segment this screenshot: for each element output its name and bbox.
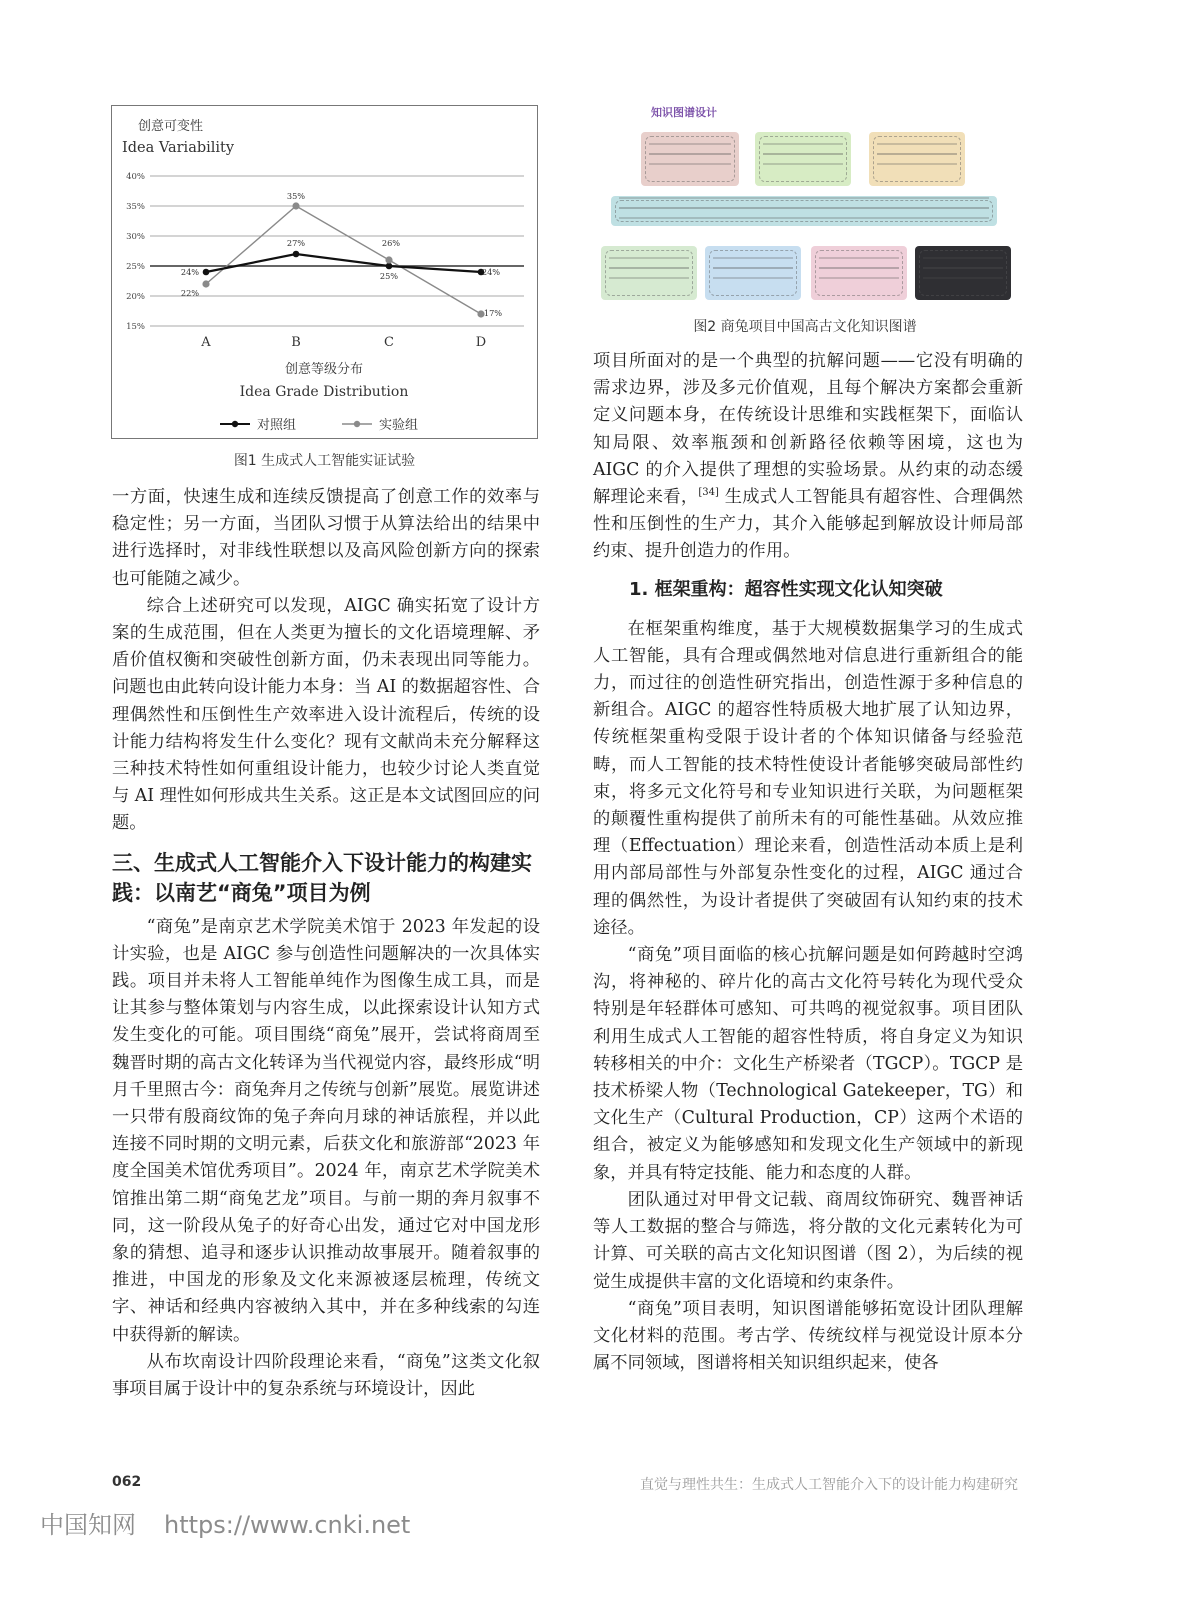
- chart-title-cn: 创意可变性: [138, 119, 204, 134]
- legend-marker: [354, 421, 360, 427]
- data-point: [203, 269, 210, 276]
- x-tick-label: C: [384, 335, 394, 350]
- x-tick-label: A: [201, 335, 211, 350]
- data-label: 27%: [286, 238, 306, 248]
- chart-legend: [220, 417, 418, 433]
- y-tick-label: 25%: [126, 262, 145, 272]
- knowledge-graph-panel: [705, 246, 801, 300]
- knowledge-graph-panel: [811, 246, 907, 300]
- data-label: 24%: [180, 267, 200, 277]
- figure-2-caption: 图2 商兔项目中国高古文化知识图谱: [693, 319, 917, 335]
- data-point: [386, 263, 393, 270]
- section-heading: 三、生成式人工智能介入下设计能力的构建实践：以南艺“商兔”项目为例: [112, 850, 532, 905]
- chart-grid: [150, 176, 524, 326]
- paragraph-text: 项目所面对的是一个典型的抗解问题——它没有明确的需求边界，涉及多元价值观，且每个解决方案都会重新定义问题本身，在传统设计思维和实践框架下，面临认知局限、效率瓶颈和创新路径依赖等困境，这也为 AIGC 的介入提供了理想的实验场景。从约束的动态缓解理论来看，: [593, 351, 1023, 508]
- data-point: [385, 256, 392, 263]
- data-label: 22%: [180, 288, 200, 298]
- knowledge-graph-panel: [869, 132, 965, 186]
- watermark: [40, 1505, 438, 1540]
- right-column: [593, 348, 1023, 1377]
- legend-label: 实验组: [379, 418, 419, 433]
- page-number: 062: [112, 1474, 142, 1490]
- paragraph: 从布坎南设计四阶段理论来看，“商兔”这类文化叙事项目属于设计中的复杂系统与环境设计，因此: [112, 1351, 540, 1400]
- data-point: [292, 202, 299, 209]
- paragraph: “商兔”项目表明，知识图谱能够拓宽设计团队理解文化材料的范围。考古学、传统纹样与视觉设计原本分属不同领域，图谱将相关知识组织起来，使各: [593, 1298, 1023, 1374]
- y-tick-label: 20%: [126, 292, 145, 302]
- figure-1-caption: 图1 生成式人工智能实证试验: [233, 453, 416, 469]
- data-label: 35%: [286, 191, 306, 201]
- knowledge-graph-panel: [641, 132, 739, 186]
- x-tick-label: D: [475, 335, 487, 350]
- paragraph: [593, 348, 1023, 566]
- data-point: [293, 251, 300, 258]
- series-line: [206, 254, 481, 272]
- idea-variability-line-chart: [112, 106, 537, 438]
- watermark-brand: 中国知网: [40, 1511, 136, 1539]
- knowledge-graph-panel: [601, 246, 697, 300]
- data-label: 25%: [379, 271, 399, 281]
- paragraph: 一方面，快速生成和连续反馈提高了创意工作的效率与稳定性；另一方面，当团队习惯于从算法给出的结果中进行选择时，对非线性联想以及高风险创新方向的探索也可能随之减少。: [112, 487, 540, 589]
- paragraph: 在框架重构维度，基于大规模数据集学习的生成式人工智能，具有合理或偶然地对信息进行重新组合的能力，而过往的创造性研究指出，创造性源于多种信息的新组合。AIGC 的超容性特质极大地扩展了认知边界，传统框架重构受限于设计者的个体知识储备与经验范畴，而人工智能的技术特性使设计者能够突破局部性约束，将多元文化符号和专业知识进行关联，为问题框架的颠覆性重构提供了前所未有的可能性基础。从效应推理（Effectuation）理论来看，创造性活动本质上是利用内部局部性与外部复杂性变化的过程，AIGC 通过合理的偶然性，为设计者提供了突破固有认知约束的技术途径。: [593, 618, 1023, 938]
- paragraph-text: 生成式人工智能具有超容性、合理偶然性和压倒性的生产力，其介入能够起到解放设计师局部约束、提升创造力的作用。: [593, 487, 1023, 562]
- x-axis-label-en: Idea Grade Distribution: [239, 384, 409, 400]
- x-tick-labels: [200, 335, 486, 350]
- knowledge-graph-panel: [915, 246, 1011, 300]
- knowledge-graph-panel: [611, 196, 997, 226]
- figure-2-knowledge-graph: [597, 100, 1017, 310]
- y-tick-label: 30%: [126, 232, 145, 242]
- paragraph: “商兔”是南京艺术学院美术馆于 2023 年发起的设计实验，也是 AIGC 参与创造性问题解决的一次具体实践。项目并未将人工智能单纯作为图像生成工具，而是让其参与整体策划与内容生成，以此探索设计认知方式发生变化的可能。项目围绕“商兔”展开，尝试将商周至魏晋时期的高古文化转译为当代视觉内容，最终形成“明月千里照古今：商兔奔月之传统与创新”展览。展览讲述一只带有殷商纹饰的兔子奔向月球的神话旅程，并以此连接不同时期的文明元素，后获文化和旅游部“2023 年度全国美术馆优秀项目”。2024 年，南京艺术学院美术馆推出第二期“商兔艺龙”项目。与前一期的奔月叙事不同，这一阶段从兔子的好奇心出发，通过它对中国龙形象的猜想、追寻和逐步认识推动故事展开。随着叙事的推进，中国龙的形象及文化来源被逐层梳理，传统文字、神话和经典内容被纳入其中，并在多种线索的勾连中获得新的解读。: [112, 916, 540, 1345]
- figure-1-chart: [111, 105, 538, 439]
- data-label: 26%: [381, 238, 401, 248]
- chart-title-en: Idea Variability: [122, 140, 235, 156]
- running-title: 直觉与理性共生：生成式人工智能介入下的设计能力构建研究: [640, 1477, 1018, 1493]
- data-point: [202, 280, 209, 287]
- left-column: [112, 484, 540, 1403]
- legend-marker: [232, 421, 238, 427]
- legend-label: 对照组: [257, 418, 297, 433]
- paragraph: “商兔”项目面临的核心抗解问题是如何跨越时空鸿沟，将神秘的、碎片化的高古文化符号转化为现代受众特别是年轻群体可感知、可共鸣的视觉叙事。项目团队利用生成式人工智能的超容性特质，将自身定义为知识转移相关的中介：文化生产桥梁者（TGCP）。TGCP 是技术桥梁人物（Technological Gatekeeper，TG）和文化生产（Cultural Production，CP）这两个术语的组合，被定义为能够感知和发现文化生产领域中的新现象，并具有特定技能、能力和态度的人群。: [593, 945, 1023, 1183]
- data-label: 17%: [483, 308, 503, 318]
- knowledge-graph-title: 知识图谱设计: [651, 106, 717, 119]
- y-tick-label: 15%: [126, 322, 145, 332]
- chart-series: [181, 191, 502, 318]
- y-tick-label: 35%: [126, 202, 145, 212]
- y-tick-labels: [126, 172, 145, 332]
- subsection-heading: 1. 框架重构：超容性实现文化认知突破: [629, 578, 943, 600]
- paragraph: 团队通过对甲骨文记载、商周纹饰研究、魏晋神话等人工数据的整合与筛选，将分散的文化元素转化为可计算、可关联的高古文化知识图谱（图 2），为后续的视觉生成提供丰富的文化语境和约束条件。: [593, 1189, 1023, 1292]
- citation-ref[interactable]: [34]: [698, 487, 719, 499]
- x-tick-label: B: [291, 335, 301, 350]
- paragraph: 综合上述研究可以发现，AIGC 确实拓宽了设计方案的生成范围，但在人类更为擅长的文化语境理解、矛盾价值权衡和突破性创新方面，仍未表现出同等能力。问题也由此转向设计能力本身：当 AI 的数据超容性、合理偶然性和压倒性生产效率进入设计流程后，传统的设计能力结构将发生什么变化？现有文献尚未充分解释这三种技术特性如何重组设计能力，也较少讨论人类直觉与 AI 理性如何形成共生关系。这正是本文试图回应的问题。: [112, 595, 540, 834]
- knowledge-graph-panel: [755, 132, 851, 186]
- y-tick-label: 40%: [126, 172, 145, 182]
- watermark-url[interactable]: https://www.cnki.net: [164, 1511, 411, 1539]
- x-axis-label-cn: 创意等级分布: [284, 362, 364, 377]
- data-label: 24%: [481, 267, 501, 277]
